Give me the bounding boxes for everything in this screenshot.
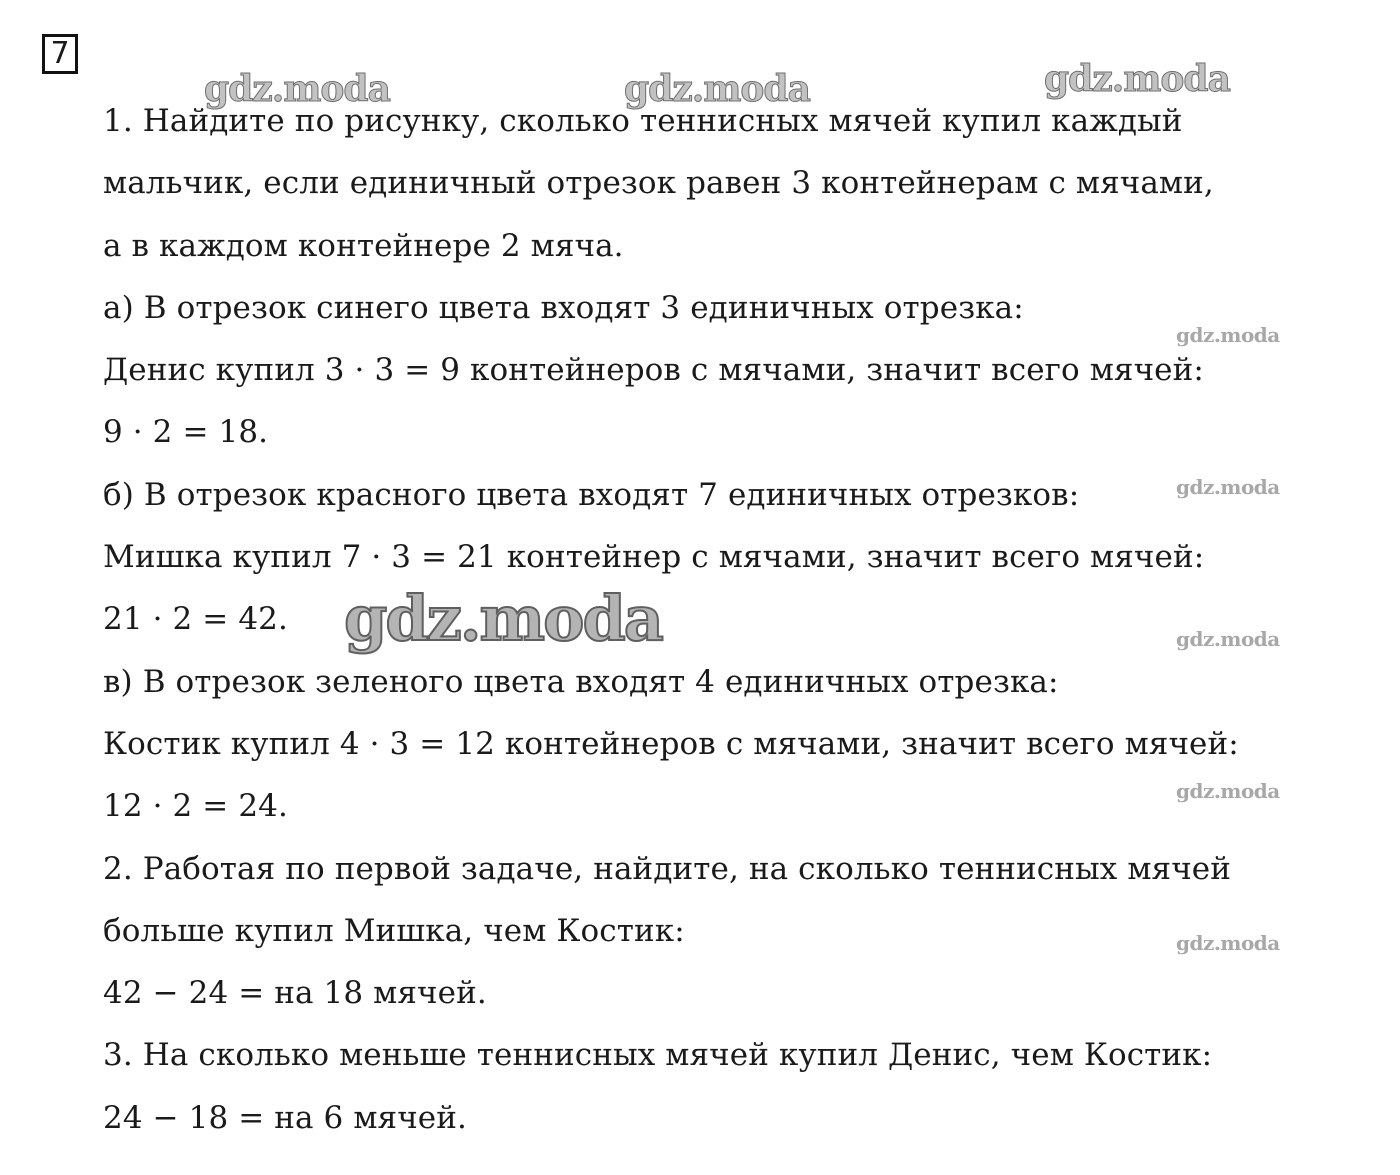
text-line: а в каждом контейнере 2 мяча.	[103, 227, 624, 264]
text-line: 9 · 2 = 18.	[103, 414, 269, 451]
watermark: gdz.moda	[1176, 627, 1280, 651]
watermark-large: gdz.moda	[344, 582, 662, 655]
watermark: gdz.moda	[1176, 931, 1280, 955]
text-line: а) В отрезок синего цвета входят 3 единичных отрезка:	[103, 289, 1024, 326]
text-line: Мишка купил 7 · 3 = 21 контейнер с мячами, значит всего мячей:	[103, 539, 1205, 576]
text-line: 42 − 24 = на 18 мячей.	[103, 975, 487, 1012]
text-line: б) В отрезок красного цвета входят 7 единичных отрезков:	[103, 476, 1080, 513]
text-line: мальчик, если единичный отрезок равен 3 контейнерам с мячами,	[103, 165, 1214, 202]
text-line: 12 · 2 = 24.	[103, 788, 288, 825]
solution-text	[103, 90, 1353, 1149]
watermark: gdz.moda	[1176, 475, 1280, 499]
task-number-box: 7	[42, 34, 78, 74]
text-line: в) В отрезок зеленого цвета входят 4 единичных отрезка:	[103, 663, 1059, 700]
text-line: 1. Найдите по рисунку, сколько теннисных мячей купил каждый	[103, 103, 1183, 139]
watermark: gdz.moda	[624, 68, 810, 110]
watermark: gdz.moda	[1176, 779, 1280, 803]
text-line: больше купил Мишка, чем Костик:	[103, 912, 685, 949]
text-line: 24 − 18 = на 6 мячей.	[103, 1099, 467, 1136]
watermark: gdz.moda	[1176, 323, 1280, 347]
text-line: 3. На сколько меньше теннисных мячей купил Денис, чем Костик:	[103, 1037, 1213, 1074]
watermark: gdz.moda	[204, 68, 390, 110]
watermark: gdz.moda	[1044, 58, 1230, 100]
text-line: Костик купил 4 · 3 = 12 контейнеров с мячами, значит всего мячей:	[103, 725, 1239, 762]
text-line: 2. Работая по первой задаче, найдите, на сколько теннисных мячей	[103, 850, 1232, 887]
text-line: Денис купил 3 · 3 = 9 контейнеров с мячами, значит всего мячей:	[103, 352, 1204, 389]
text-line: 21 · 2 = 42.	[103, 601, 288, 638]
